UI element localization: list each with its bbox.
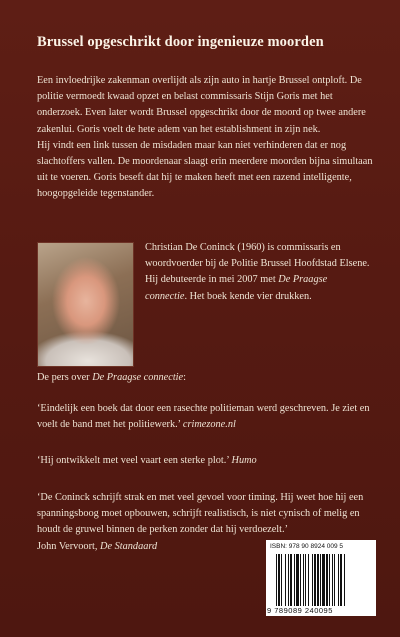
- press-heading-book-title: De Praagse connectie: [92, 372, 184, 383]
- author-bio-text: Christian De Coninck (1960) is commissaris en woordvoerder bij de Politie Brussel Hoofdstad Elsene. Hij debuteerde in mei 2007 met: [145, 242, 370, 286]
- press-quote-1: [37, 401, 373, 433]
- barcode-icon: [275, 554, 371, 606]
- press-quote-2: [37, 453, 373, 469]
- isbn-label: ISBN: 978 90 8924 009 5: [270, 543, 344, 550]
- quote-author: John Vervoort,: [37, 540, 101, 552]
- quote-text: ‘De Coninck schrijft strak en met veel gevoel voor timing. Hij weet hoe hij een spanningsboog moet opbouwen, schrijft realistisch, is niet cynisch of melig en houdt de gruwel binnen de perken zonder dat hij verdoezelt.’: [37, 492, 364, 536]
- author-bio: [145, 240, 370, 305]
- quote-text: ‘Eindelijk een boek dat door een rasechte politieman werd geschreven. Je ziet en voelt de band met het politiewerk.’: [37, 403, 370, 431]
- book-headline: Brussel opgeschrikt door ingenieuze moorden: [37, 34, 324, 50]
- quote-source: Humo: [231, 455, 257, 466]
- quote-text: ‘Hij ontwikkelt met veel vaart een sterke plot.’: [37, 455, 232, 466]
- quote-source: De Standaard: [100, 540, 158, 552]
- author-photo: [37, 242, 134, 367]
- quote-source: crimezone.nl: [182, 419, 236, 431]
- barcode-digits: 9 789089 240095: [267, 606, 333, 615]
- blurb-paragraph-1: Een invloedrijke zakenman overlijdt als zijn auto in hartje Brussel ontploft. De politie vermoedt kwaad opzet en belast commissaris Stijn Goris met het onderzoek. Even later wordt Brussel opgeschrikt door de moord op twee andere zakenlui. Goris voelt de hete adem van het establishment in zijn nek.: [37, 75, 366, 135]
- blurb-paragraph-2: Hij vindt een link tussen de misdaden maar kan niet verhinderen dat er nog slachtoffers vallen. De moordenaar slaagt erin meerdere moorden bijna simultaan uit te voeren. Goris beseft dat hij te maken heeft met een razend intelligente, hoogopgeleide tegenstander.: [37, 139, 373, 200]
- press-heading-text: De pers over: [37, 372, 93, 383]
- isbn-barcode-box: [266, 540, 376, 616]
- press-heading-colon: :: [183, 372, 186, 383]
- book-blurb: [37, 73, 373, 203]
- press-heading: [37, 372, 337, 383]
- author-bio-book-title: De Praagse connectie: [145, 274, 328, 302]
- author-bio-text-end: . Het boek kende vier drukken.: [184, 290, 312, 302]
